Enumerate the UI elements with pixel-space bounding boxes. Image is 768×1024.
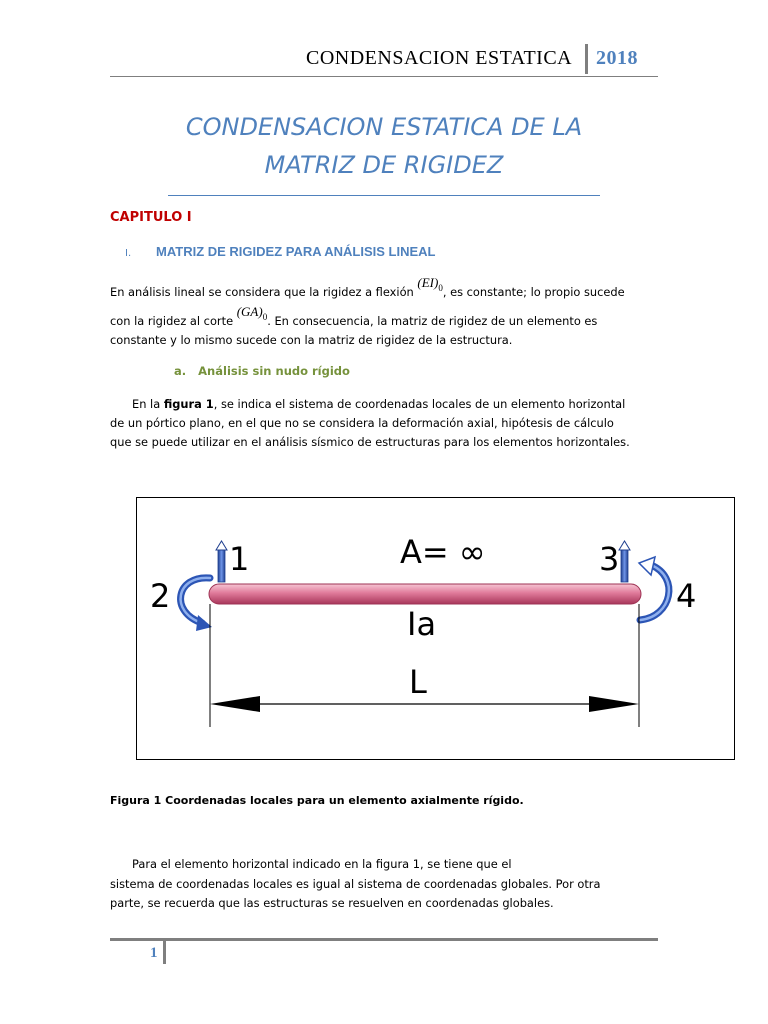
running-header-title: CONDENSACION ESTATICA	[306, 47, 573, 69]
coord-label-4: 4	[676, 577, 697, 615]
footer-divider	[163, 940, 166, 964]
section-heading: MATRIZ DE RIGIDEZ PARA ANÁLISIS LINEAL	[156, 244, 436, 259]
paragraph-2-line-3: que se puede utilizar en el análisis sísmico de estructuras para los elementos horizontales.	[110, 435, 630, 449]
paragraph-1-line-2	[110, 304, 658, 331]
footer-rule	[110, 938, 658, 941]
header-rule	[110, 76, 658, 77]
paragraph-2-line-2: de un pórtico plano, en el que no se considera la deformación axial, hipótesis de cálculo	[110, 416, 614, 430]
header-divider	[585, 44, 588, 74]
vertical-arrow-3-icon	[619, 541, 630, 582]
paragraph-1-text-d: . En consecuencia, la matriz de rigidez de un elemento es	[267, 314, 598, 328]
figure-1-beam-diagram	[136, 497, 735, 760]
coord-label-2: 2	[150, 577, 171, 615]
running-header-year: 2018	[596, 47, 638, 69]
figure-reference: figura 1	[163, 397, 214, 411]
equation-ga-subscript: 0	[262, 312, 268, 322]
length-label: L	[409, 663, 427, 701]
document-title-line2: MATRIZ DE RIGIDEZ	[264, 151, 504, 179]
title-underline	[168, 195, 600, 196]
coord-label-3: 3	[599, 540, 620, 578]
paragraph-1-text-b: , es constante; lo propio sucede	[442, 285, 625, 299]
section-number: I.	[125, 248, 132, 259]
equation-ga	[236, 304, 268, 322]
subsection-title: Análisis sin nudo rígido	[198, 364, 350, 378]
beam	[209, 584, 641, 604]
vertical-arrow-1-icon	[216, 541, 227, 582]
paragraph-2-line-1	[110, 395, 658, 413]
paragraph-1-line-1	[110, 275, 658, 302]
rotation-arrow-2-icon	[181, 578, 212, 631]
paragraph-1-text-a: En análisis lineal se considera que la rigidez a flexión	[110, 285, 414, 299]
area-label: A= ∞	[400, 533, 486, 571]
equation-ei-base: (EI)	[417, 275, 439, 290]
inertia-label: Ia	[407, 605, 437, 643]
paragraph-3-line-3: parte, se recuerda que las estructuras se resuelven en coordenadas globales.	[110, 896, 554, 910]
page-number: 1	[150, 945, 158, 961]
paragraph-2-intro: En la	[132, 397, 164, 411]
equation-ei	[417, 275, 443, 293]
document-title-line1: CONDENSACION ESTATICA DE LA	[185, 113, 583, 141]
subsection-letter: a.	[174, 364, 187, 378]
coord-label-1: 1	[229, 540, 250, 578]
paragraph-2-line-1-rest: , se indica el sistema de coordenadas locales de un elemento horizontal	[213, 397, 626, 411]
figure-caption: Figura 1 Coordenadas locales para un elemento axialmente rígido.	[110, 794, 524, 807]
equation-ei-subscript: 0	[438, 283, 443, 293]
chapter-heading: CAPITULO I	[110, 210, 192, 225]
paragraph-3-line-1: Para el elemento horizontal indicado en la figura 1, se tiene que el	[132, 857, 512, 871]
document-title	[110, 108, 658, 184]
equation-ga-base: (GA)	[236, 304, 263, 319]
paragraph-1-text-c: con la rigidez al corte	[110, 314, 234, 328]
paragraph-1-line-3: constante y lo mismo sucede con la matriz de rigidez de la estructura.	[110, 333, 513, 347]
rotation-arrow-4-icon	[639, 557, 669, 620]
subsection-heading	[174, 364, 350, 378]
paragraph-3-line-2: sistema de coordenadas locales es igual al sistema de coordenadas globales. Por otra	[110, 877, 601, 891]
